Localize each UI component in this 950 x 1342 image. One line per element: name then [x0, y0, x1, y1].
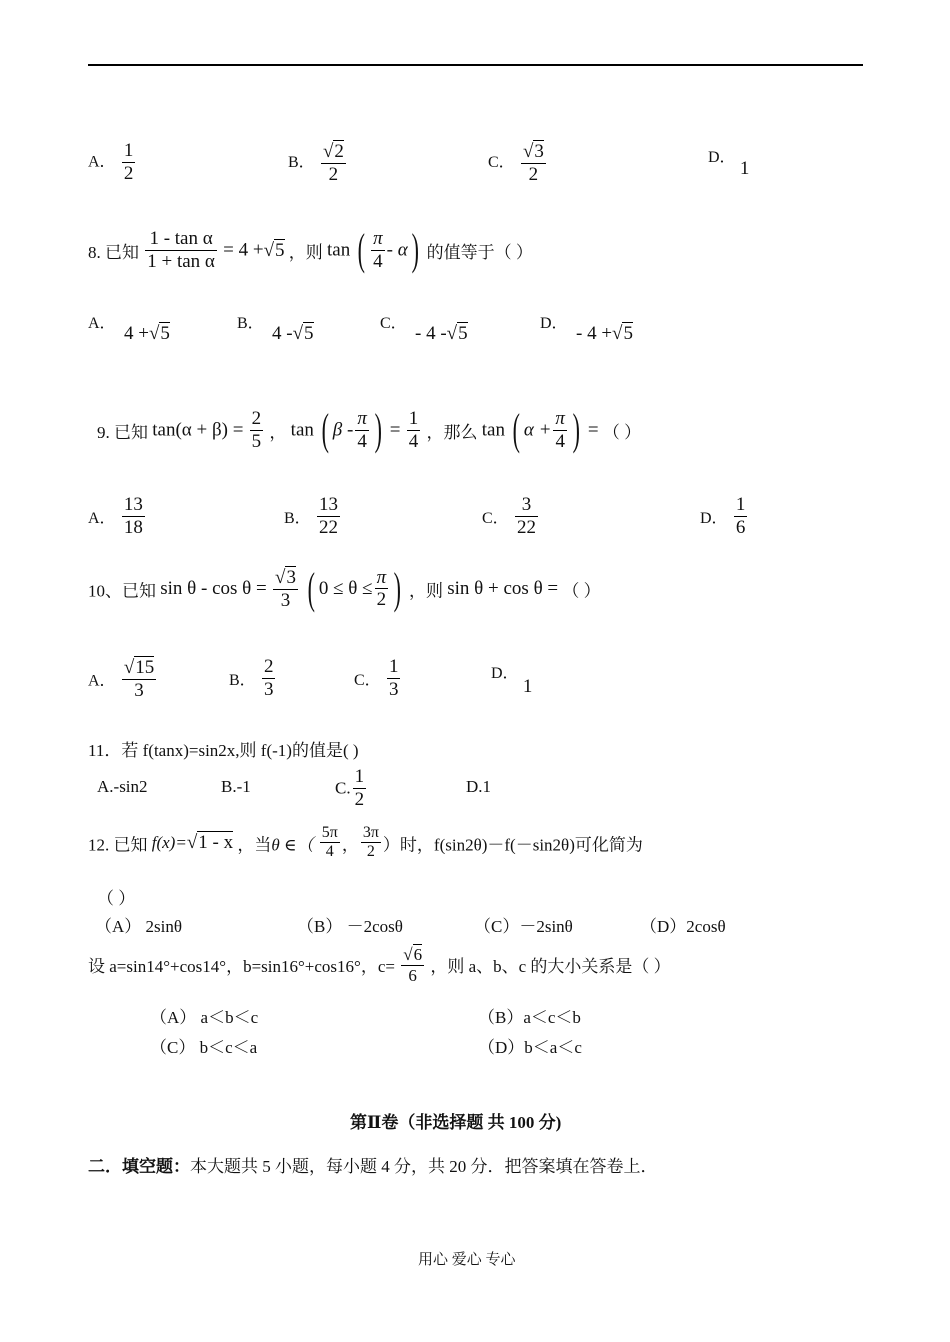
q11-option-d: D.1 — [466, 777, 492, 796]
q10-option-b: B． $\frac{2}{3}$ — [229, 656, 274, 700]
q9-option-a: A． $\frac{13}{18}$ — [88, 494, 143, 538]
q7-option-a: A． $\frac{1}{2}$ — [88, 140, 134, 184]
q11-option-c: C. $\frac{1}{2}$ — [335, 766, 365, 810]
q7-b-fraction: $\frac{√2}{2}$ — [322, 141, 344, 185]
q13-option-b: （B）a＜c＜b — [478, 1008, 581, 1027]
q12-option-d: （D）2cosθ — [640, 917, 726, 936]
q8-option-a: A． — [88, 315, 116, 332]
q12-option-a: （A） 2sinθ — [95, 917, 183, 936]
question-9: 9. 已知 tan(α + β) = $\frac{2}{5}$ ， tan ( β - $\frac{\pi}{4}$ ) = $\frac{1}{4}$ ，那么 tan ( α + $\frac{\pi}{4}$ ) = （ ） — [97, 405, 642, 455]
q8-option-b: B． — [237, 315, 264, 332]
q7-c-fraction: $\frac{√3}{2}$ — [522, 141, 544, 185]
q9-option-b: B． $\frac{13}{22}$ — [284, 494, 338, 538]
q13-option-d: （D）b＜a＜c — [478, 1038, 582, 1057]
question-10: 10、已知 sin θ - cos θ = $\frac{√3}{3}$ ( 0 ≤ θ ≤ $\frac{\pi}{2}$ ) ，则 sin θ + cos θ = （ ） — [88, 563, 601, 613]
q7-option-c: C． $\frac{√3}{2}$ — [488, 141, 544, 185]
q10-option-c: C． $\frac{1}{3}$ — [354, 656, 399, 700]
q11-option-b: B.-1 — [221, 777, 251, 796]
q10-option-a: A． $\frac{√15}{3}$ — [88, 657, 155, 701]
q8-c-value: - 4 -√5 — [415, 323, 468, 344]
page-footer: 用心 爱心 专心 — [418, 1252, 516, 1268]
q13-option-c: （C） b＜c＜a — [150, 1038, 258, 1057]
q9-option-c: C． $\frac{3}{22}$ — [482, 494, 536, 538]
q11-option-a: A.-sin2 — [97, 777, 148, 796]
header-rule — [88, 64, 863, 66]
q8-fraction: $\frac{\text{1 - tan α}}{\text{1 + tan α}}$ — [147, 228, 215, 272]
q12-answer-paren: （ ） — [97, 889, 136, 908]
question-13: 设 a=sin14°+cos14°，b=sin16°+cos16°，c= $\frac{√6}{6}$ ，则 a、b、c 的大小关系是（ ） — [88, 945, 671, 985]
q8-b-value: 4 -√5 — [272, 323, 314, 344]
q7-option-b: B． $\frac{√2}{2}$ — [288, 141, 344, 185]
q7-option-d: D． 1 — [708, 149, 750, 179]
q9-option-d: D． $\frac{1}{6}$ — [700, 494, 746, 538]
question-11: 11．若 f(tanx)=sin2x,则 f(-1)的值是( ) — [88, 741, 359, 760]
question-8: 8. 已知 $\frac{\text{1 - tan α}}{\text{1 + tan α}}$ = 4 +√5 ，则 tan ( $\frac{\pi}{4}$ - α) 的值等于（ ） — [88, 225, 533, 275]
q8-a-value: 4 +√5 — [124, 323, 170, 344]
section-title: 第Ⅱ卷（非选择题 共 100 分) — [350, 1113, 562, 1132]
q13-option-a: （A） a＜b＜c — [150, 1008, 259, 1027]
q7-a-fraction: $\frac{1}{2}$ — [123, 140, 134, 184]
q12-option-b: （B） －2cosθ — [297, 917, 403, 936]
q12-option-c: （C）－2sinθ — [474, 917, 573, 936]
question-12: 12. 已知 f(x)=√1 - x ，当θ ∈（ $\frac{5\pi}{4}$ ， $\frac{3\pi}{2}$ ）时，f(sin2θ)－f(－sin2θ)可化简为 — [88, 824, 643, 861]
fill-in-instructions: 二．填空题：本大题共 5 小题，每小题 4 分，共 20 分．把答案填在答卷上． — [88, 1157, 658, 1176]
q8-option-c: C． — [380, 315, 407, 332]
q8-d-value: - 4 +√5 — [576, 323, 633, 344]
q8-option-d: D． — [540, 315, 568, 332]
q10-option-d: D． 1 — [491, 665, 533, 697]
